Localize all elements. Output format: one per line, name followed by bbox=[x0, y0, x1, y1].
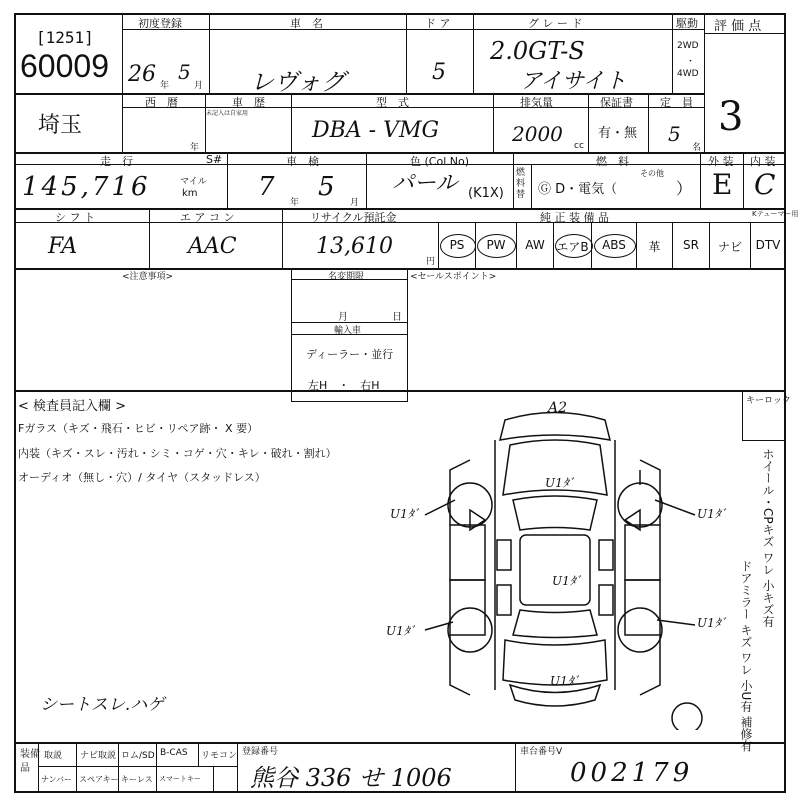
footer-item-plate: ナンバー bbox=[41, 775, 73, 784]
door-label: ド ア bbox=[425, 17, 451, 30]
warranty-label: 保証書 bbox=[600, 96, 633, 109]
inspection-month: 5 bbox=[318, 172, 335, 202]
door-count: 5 bbox=[432, 60, 446, 85]
recycle-label: リサイクル預託金 bbox=[310, 211, 397, 224]
divider-row3 bbox=[14, 208, 786, 210]
mileage-label: 走 行 bbox=[100, 155, 133, 168]
footer-item-manual: 取説 bbox=[44, 751, 63, 761]
reg-year: 26 bbox=[128, 62, 156, 87]
equip-pw: PW bbox=[486, 238, 506, 252]
lot-bracket: [1251] bbox=[36, 28, 94, 47]
footer-item-spare-key: スペアキー bbox=[79, 775, 119, 784]
footer-item-keyless: キーレス bbox=[121, 775, 153, 784]
footer-item-remote: リモコン bbox=[201, 751, 238, 761]
mirror-vertical-text: ドアミラー キズ ワレ 小U有 補修有 bbox=[739, 560, 753, 753]
equip-ps-circle bbox=[440, 234, 476, 258]
fuel-options: Ⓖ D・電気（ bbox=[538, 182, 618, 197]
capacity-label: 定 員 bbox=[660, 96, 693, 109]
color-value: パール bbox=[392, 171, 458, 196]
mark-u1-front-left: U1ﾀﾞ bbox=[390, 507, 420, 521]
drive-2wd: 2WD bbox=[677, 41, 699, 51]
equip-airbag-circle bbox=[555, 234, 593, 258]
import-header: 輸入車 bbox=[334, 326, 362, 336]
equip-ps: PS bbox=[449, 238, 465, 252]
capacity-value: 5 bbox=[668, 122, 681, 146]
s-label: S# bbox=[206, 153, 223, 166]
aircon-value: AAC bbox=[188, 234, 237, 259]
equipment-label: 純 正 装 備 品 bbox=[540, 211, 609, 224]
car-name-value: レヴォグ bbox=[250, 68, 346, 96]
equip-navi: ナビ bbox=[717, 240, 742, 254]
equip-dtv: DTV bbox=[755, 238, 781, 252]
registration-value: 熊谷 336 せ 1006 bbox=[250, 764, 452, 792]
model-label: 型 式 bbox=[376, 96, 409, 109]
inspection-year: 7 bbox=[258, 172, 275, 202]
mark-u1-front-right: U1ﾀﾞ bbox=[697, 507, 727, 521]
registration-label: 登録番号 bbox=[242, 747, 279, 757]
equip-aw: AW bbox=[525, 238, 545, 252]
interior-label: 内 装 bbox=[750, 155, 776, 168]
shift-label: シ フ ト bbox=[55, 211, 95, 224]
warranty-value: 有・無 bbox=[598, 126, 638, 141]
chassis-value: 002179 bbox=[570, 758, 694, 788]
name-change-header: 名変期限 bbox=[328, 272, 365, 282]
key-lock-label: キーロック bbox=[746, 396, 791, 406]
equip-sr: SR bbox=[683, 238, 699, 252]
displacement-label: 排気量 bbox=[520, 96, 553, 109]
divider-footer bbox=[14, 742, 786, 744]
seireki-label: 西 暦 bbox=[145, 96, 178, 109]
model-value: DBA - VMG bbox=[312, 118, 440, 143]
interior-grade: C bbox=[754, 168, 776, 201]
footer-item-navi-manual: ナビ取説 bbox=[80, 751, 117, 761]
footer-item-bcas: B-CAS bbox=[160, 748, 188, 758]
interior-line: 内装（キズ・スレ・汚れ・シミ・コゲ・穴・キレ・破れ・割れ） bbox=[18, 447, 337, 460]
first-reg-label: 初度登録 bbox=[138, 17, 182, 30]
equip-pw-circle bbox=[477, 234, 516, 258]
mark-u1-roof: U1ﾀﾞ bbox=[552, 574, 582, 588]
equip-label: 装備 品 bbox=[20, 749, 40, 774]
drive-label: 駆動 bbox=[676, 17, 698, 30]
color-label: 色 (Col.No) bbox=[410, 155, 470, 168]
shadai-label: 車 歴 bbox=[232, 96, 265, 109]
exterior-grade: E bbox=[712, 168, 733, 201]
equip-abs-circle bbox=[594, 234, 636, 258]
drive-4wd: 4WD bbox=[677, 69, 699, 79]
car-name-label: 車 名 bbox=[290, 17, 323, 30]
mark-u1-trunk: U1ﾀﾞ bbox=[550, 674, 580, 688]
shadai-note: 未記入は自家用 bbox=[206, 110, 249, 117]
location: 埼玉 bbox=[38, 113, 83, 138]
footer-item-rom-sd: ロム/SD bbox=[121, 751, 155, 761]
recycle-value: 13,610 bbox=[316, 234, 393, 259]
fuel-label: 燃 料 bbox=[596, 155, 629, 168]
border-left bbox=[14, 13, 16, 793]
evaluation-score: 3 bbox=[718, 94, 744, 140]
grade-line1: 2.0GT-S bbox=[490, 37, 585, 65]
displacement-value: 2000 bbox=[512, 122, 563, 146]
shift-value: FA bbox=[48, 234, 78, 259]
color-number: (K1X) bbox=[468, 186, 504, 201]
glass-line: Fガラス（キズ・飛石・ヒビ・リペア跡・ X 要） bbox=[18, 422, 259, 435]
reg-month: 5 bbox=[178, 60, 191, 84]
equip-leather: 革 bbox=[648, 240, 661, 254]
footer-item-smart-key: スマートキー bbox=[159, 775, 201, 783]
aircon-label: エ ア コ ン bbox=[180, 211, 235, 224]
exterior-label: 外 装 bbox=[708, 155, 734, 168]
mark-u1-hood: U1ﾀﾞ bbox=[545, 476, 575, 490]
chassis-label: 車台番号V bbox=[520, 747, 563, 757]
mark-u1-rear-left: U1ﾀﾞ bbox=[386, 624, 416, 638]
mark-a2: A2 bbox=[548, 400, 568, 416]
equip-airbag: エアB bbox=[556, 240, 589, 254]
grade-label: グ レ ー ド bbox=[528, 17, 583, 30]
dealer-line: ディーラー・並行 bbox=[306, 348, 394, 361]
border-top bbox=[14, 13, 786, 15]
mileage-value: 145,716 bbox=[22, 172, 151, 202]
wheel-vertical-text: ホイール・CPキズ ワレ 小キズ有 bbox=[761, 448, 775, 628]
lot-number: 60009 bbox=[20, 48, 109, 84]
mark-u1-rear-right: U1ﾀﾞ bbox=[697, 616, 727, 630]
notes-header: <注意事項> bbox=[122, 272, 174, 282]
eval-label: 評 価 点 bbox=[714, 19, 762, 34]
handle-line: 左H ・ 右H bbox=[308, 379, 380, 392]
audio-tire-line: オーディオ（無し・穴）/ タイヤ（スタッドレス） bbox=[18, 471, 266, 484]
divider-row5 bbox=[14, 390, 786, 392]
handwritten-note: シートスレ.ハゲ bbox=[40, 695, 165, 715]
equip-abs: ABS bbox=[602, 238, 626, 252]
sales-header: <セールスポイント> bbox=[410, 272, 497, 282]
inspector-header: < 検査員記入欄 > bbox=[18, 399, 127, 414]
inspection-label: 車 検 bbox=[286, 155, 319, 168]
grade-line2: アイサイト bbox=[520, 69, 627, 94]
